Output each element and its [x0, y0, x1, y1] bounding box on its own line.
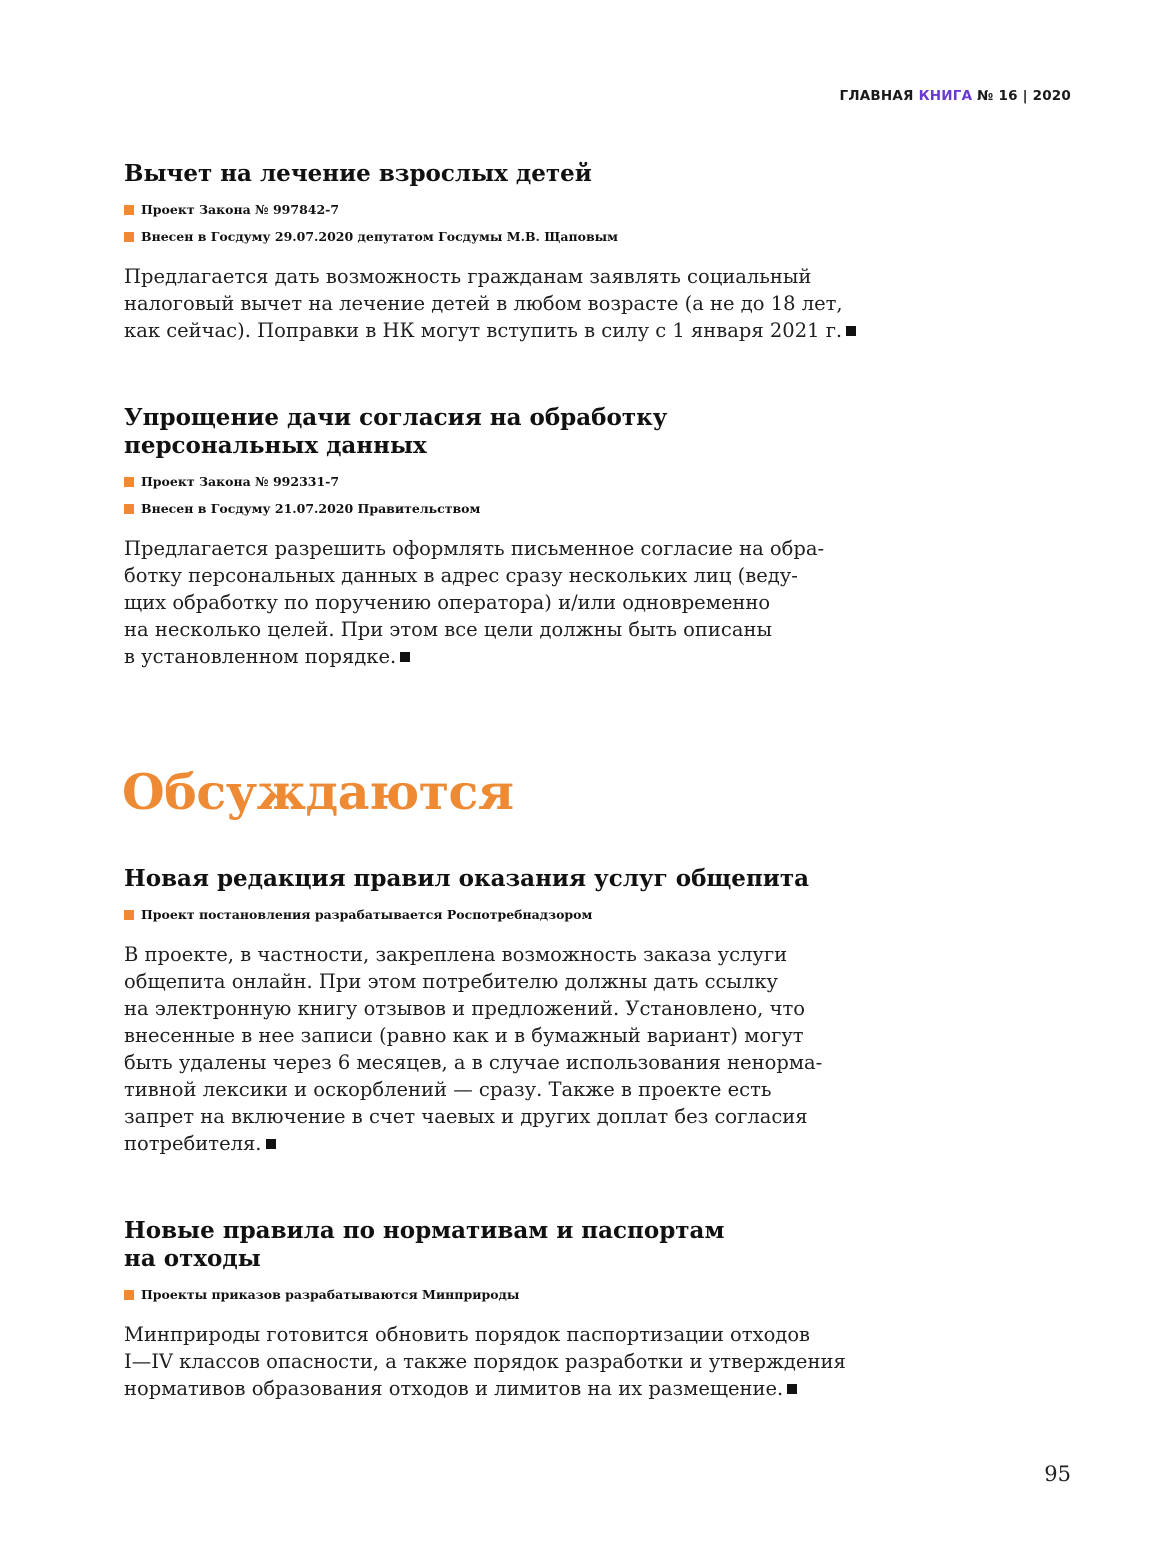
title-line: персональных данных	[124, 432, 427, 459]
square-bullet-icon	[124, 910, 134, 920]
body-line: налоговый вычет на лечение детей в любом возрасте (а не до 18 лет,	[124, 292, 843, 315]
article-title	[124, 1217, 814, 1273]
page-number: 95	[1044, 1462, 1071, 1486]
square-bullet-icon	[124, 205, 134, 215]
meta-item	[124, 474, 814, 490]
header-magazine-name-accent: КНИГА	[918, 88, 973, 104]
body-line: тивной лексики и оскорблений — сразу. Также в проекте есть	[124, 1078, 772, 1101]
article-meta	[124, 202, 814, 245]
body-line: на несколько целей. При этом все цели должны быть описаны	[124, 618, 772, 641]
body-line: быть удалены через 6 месяцев, а в случае использования ненорма-	[124, 1051, 823, 1074]
meta-text: Проект Закона № 997842-7	[141, 202, 340, 217]
article-waste-passports	[124, 1217, 846, 1402]
meta-text: Внесен в Госдуму 21.07.2020 Правительством	[141, 501, 481, 516]
end-mark-icon	[266, 1139, 276, 1149]
meta-text: Внесен в Госдуму 29.07.2020 депутатом Госдумы М.В. Щаповым	[141, 229, 619, 244]
square-bullet-icon	[124, 232, 134, 242]
meta-item	[124, 1287, 814, 1303]
article-body	[124, 941, 823, 1157]
body-line-text: потребителя.	[124, 1132, 262, 1155]
body-line: запрет на включение в счет чаевых и других доплат без согласия	[124, 1105, 808, 1128]
section-title: Обсуждаются	[122, 763, 514, 821]
square-bullet-icon	[124, 1290, 134, 1300]
meta-item	[124, 229, 814, 245]
article-title	[124, 160, 814, 188]
body-line: на электронную книгу отзывов и предложений. Установлено, что	[124, 997, 805, 1020]
end-mark-icon	[400, 652, 410, 662]
body-line-text: в установленном порядке.	[124, 645, 397, 668]
article-meta	[124, 474, 814, 517]
body-line: ботку персональных данных в адрес сразу нескольких лиц (веду-	[124, 564, 798, 587]
body-line: Предлагается дать возможность гражданам заявлять социальный	[124, 265, 812, 288]
article-catering-rules	[124, 865, 823, 1157]
article-title	[124, 865, 814, 893]
article-body	[124, 535, 825, 670]
running-header	[840, 88, 1071, 104]
end-mark-icon	[846, 326, 856, 336]
meta-text: Проект постановления разрабатывается Роспотребнадзором	[141, 907, 593, 922]
header-magazine-name: ГЛАВНАЯ	[839, 88, 914, 104]
body-line-last	[124, 1375, 814, 1402]
title-line: Упрощение дачи согласия на обработку	[124, 404, 668, 431]
body-line: В проекте, в частности, закреплена возможность заказа услуги	[124, 943, 788, 966]
body-line-last	[124, 317, 843, 344]
body-line: внесенные в нее записи (равно как и в бумажный вариант) могут	[124, 1024, 804, 1047]
title-line: на отходы	[124, 1245, 261, 1272]
meta-text: Проект Закона № 992331-7	[141, 474, 340, 489]
article-body	[124, 263, 843, 344]
article-body	[124, 1321, 846, 1402]
body-line-text: нормативов образования отходов и лимитов на их размещение.	[124, 1377, 784, 1400]
square-bullet-icon	[124, 504, 134, 514]
article-meta	[124, 1287, 814, 1303]
body-line: щих обработку по поручению оператора) и/или одновременно	[124, 591, 771, 614]
header-issue: № 16 | 2020	[977, 88, 1071, 104]
meta-item	[124, 907, 814, 923]
article-meta	[124, 907, 814, 923]
body-line-text: как сейчас). Поправки в НК могут вступить в силу с 1 января 2021 г.	[124, 319, 843, 342]
body-line: Минприроды готовится обновить порядок паспортизации отходов	[124, 1323, 811, 1346]
article-adult-children-deduction	[124, 160, 843, 344]
meta-item	[124, 202, 814, 218]
meta-text: Проекты приказов разрабатываются Минприроды	[141, 1287, 520, 1302]
title-line: Новые правила по нормативам и паспортам	[124, 1217, 725, 1244]
body-line: общепита онлайн. При этом потребителю должны дать ссылку	[124, 970, 779, 993]
square-bullet-icon	[124, 477, 134, 487]
article-title	[124, 404, 814, 460]
article-personal-data-consent	[124, 404, 825, 670]
meta-item	[124, 501, 814, 517]
end-mark-icon	[787, 1384, 797, 1394]
title-line: Вычет на лечение взрослых детей	[124, 160, 592, 187]
title-line: Новая редакция правил оказания услуг общепита	[124, 865, 809, 892]
body-line: Предлагается разрешить оформлять письменное согласие на обра-	[124, 537, 825, 560]
body-line: I—IV классов опасности, а также порядок разработки и утверждения	[124, 1350, 846, 1373]
body-line-last	[124, 643, 814, 670]
body-line-last	[124, 1130, 814, 1157]
